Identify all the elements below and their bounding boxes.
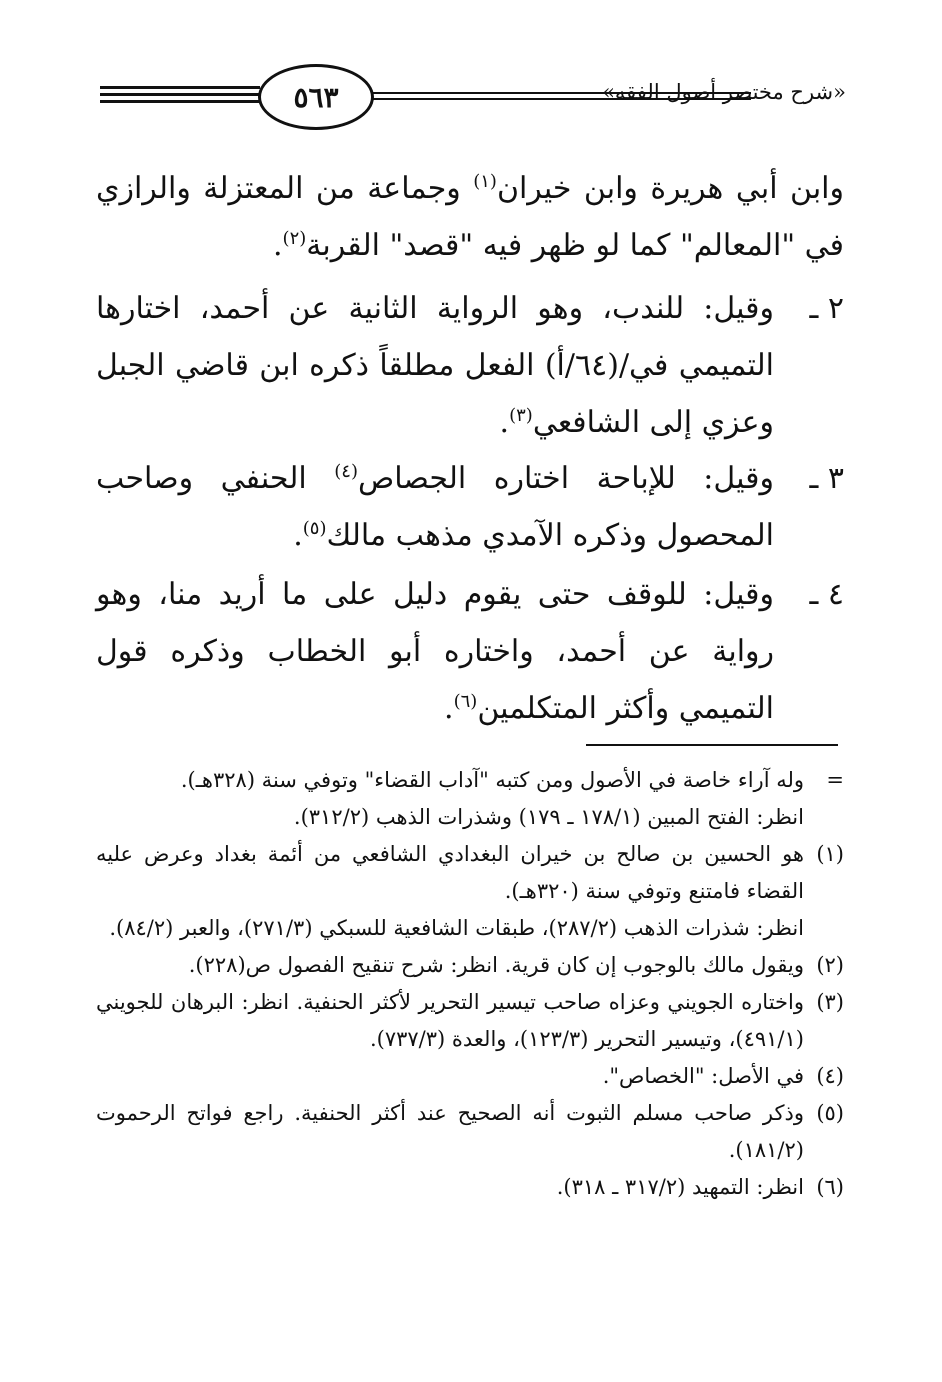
footnote-ref: (٣) <box>509 405 533 426</box>
footnote <box>96 947 844 984</box>
footnote <box>96 984 844 1058</box>
header-rule <box>100 93 260 96</box>
item-number: ٣ ـ <box>809 461 844 496</box>
footnote-number: (٥) <box>816 1101 844 1125</box>
page-header <box>96 62 846 142</box>
footnote-separator <box>586 744 838 746</box>
intro-text: . <box>273 228 283 263</box>
intro-text: وابن أبي هريرة وابن خيران <box>496 171 844 206</box>
item-text: الحنفي وصاحب المحصول وذكره الآمدي مذهب مالك <box>96 461 774 553</box>
item-text: . <box>293 518 303 553</box>
main-text <box>96 160 844 274</box>
item-text: . <box>499 405 510 440</box>
footnote-ref: (٢) <box>282 228 307 249</box>
header-rule <box>100 86 260 89</box>
footnote <box>96 1169 844 1206</box>
item-text: وقيل: للندب، وهو الرواية الثانية عن أحمد، اختارها التميمي في/(٦٤/أ) الفعل مطلقاً ذكره ابن قاضي الجبل وعزي إلى الشافعي <box>96 291 775 440</box>
footnote-continued <box>96 762 844 836</box>
list-item <box>96 450 844 564</box>
footnote-ref: (٤) <box>334 461 358 482</box>
header-rule <box>100 100 260 103</box>
item-number: ٢ ـ <box>809 291 844 326</box>
footnote <box>96 836 844 947</box>
continuation-marker: = <box>826 768 844 792</box>
footnote-text: واختاره الجويني وعزاه صاحب تيسير التحرير لأكثر الحنفية. انظر: البرهان للجويني (٤٩١/١)، وتيسير التحرير (١٢٣/٣)، والعدة (٧٣٧/٣). <box>96 990 804 1051</box>
footnote-text: وذكر صاحب مسلم الثبوت أنه الصحيح عند أكثر الحنفية. راجع فواتح الرحموت (١٨١/٢). <box>96 1101 804 1162</box>
list-item <box>96 566 844 737</box>
intro-text: وجماعة من المعتزلة والرازي في "المعالم" كما لو ظهر فيه "قصد" القربة <box>96 171 844 263</box>
running-title: «شرح مختصر أصول الفقه» <box>602 80 846 104</box>
footnote-text: ويقول مالك بالوجوب إن كان قرية. انظر: شرح تنقيح الفصول ص(٢٢٨). <box>188 953 804 977</box>
page-number: ٥٦٣ <box>258 64 374 130</box>
footnote-text: في الأصل: "الخصاص". <box>602 1064 804 1088</box>
footnote-text: انظر: التمهيد (٣١٧/٢ ـ ٣١٨). <box>556 1175 804 1199</box>
footnote-number: (٤) <box>816 1064 844 1088</box>
footnote-text: انظر: الفتح المبين (١٧٨/١ ـ ١٧٩) وشذرات الذهب (٣١٢/٢). <box>293 805 804 829</box>
footnotes <box>96 762 844 1206</box>
item-text: وقيل: للإباحة اختاره الجصاص <box>357 461 774 496</box>
footnote-number: (٦) <box>816 1175 844 1199</box>
footnote-text: هو الحسين بن صالح بن خيران البغدادي الشافعي من أئمة بغداد وعرض عليه القضاء فامتنع وتوفي سنة (٣٢٠هـ). <box>96 842 804 903</box>
footnote-number: (١) <box>816 842 844 866</box>
footnote-ref: (٦) <box>453 691 478 712</box>
list-item <box>96 280 844 451</box>
footnote-number: (٣) <box>816 990 844 1014</box>
footnote-ref: (٥) <box>302 518 327 539</box>
item-text: وقيل: للوقف حتى يقوم دليل على ما أريد منا، وهو رواية عن أحمد، واختاره أبو الخطاب وذكره قول التميمي وأكثر المتكلمين <box>96 577 774 726</box>
footnote-ref: (١) <box>473 171 497 192</box>
intro-paragraph <box>96 160 844 274</box>
footnote-text: انظر: شذرات الذهب (٢٨٧/٢)، طبقات الشافعية للسبكي (٢٧١/٣)، والعبر (٨٤/٢). <box>109 916 804 940</box>
footnote <box>96 1058 844 1095</box>
item-number: ٤ ـ <box>809 577 844 612</box>
footnote <box>96 1095 844 1169</box>
item-text: . <box>444 691 454 726</box>
footnote-number: (٢) <box>816 953 844 977</box>
footnote-text: وله آراء خاصة في الأصول ومن كتبه "آداب القضاء" وتوفي سنة (٣٢٨هـ). <box>180 768 804 792</box>
